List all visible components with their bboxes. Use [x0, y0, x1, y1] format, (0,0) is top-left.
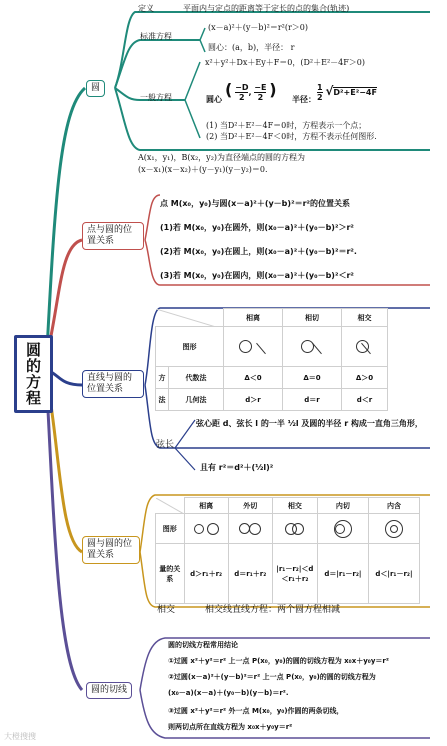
line-circle-table [155, 308, 388, 411]
alg-separate: Δ＜0 [224, 367, 283, 389]
chord-text-1: 弦心距 d、弦长 l 的一半 ½l 及圆的半径 r 构成一直角三角形， [196, 419, 423, 428]
cc-figure-intersect [272, 514, 317, 544]
cc-cond-5: d＜|r₁－r₂| [368, 544, 419, 604]
node-point-circle: 点与圆的位置关系 [82, 222, 144, 250]
std-label: 标准方程 [140, 32, 172, 41]
std-equation: (x－a)²＋(y－b)²＝r²(r＞0) [208, 23, 309, 32]
watermark: 大橙搜搜 [4, 732, 36, 741]
gen-center-label: 圆心 [206, 95, 222, 104]
circle-circle-table [155, 497, 420, 604]
gen-note-1: (1) 当D²＋E²－4F＝0时，方程表示一个点； [206, 121, 367, 130]
gen-label: 一般方程 [140, 93, 172, 102]
def-label: 定义 [138, 4, 154, 13]
node-line-circle: 直线与圆的位置关系 [82, 370, 144, 398]
chord-text-2: 且有 r²＝d²＋(½l)² [200, 463, 274, 472]
chord-label: 弦长 [156, 440, 175, 450]
lc-header-3: 相交 [342, 309, 388, 327]
root-node: 圆的方程 [14, 335, 53, 413]
tangent-title: 圆的切线方程常用结论 [168, 641, 238, 649]
lc-figure-label: 图形 [156, 327, 224, 367]
node-circle-circle: 圆与圆的位置关系 [82, 536, 140, 564]
cc-figure-contain [368, 514, 419, 544]
figure-tangent [283, 327, 342, 367]
geo-tangent: d＝r [283, 389, 342, 411]
gen-radius-formula: $\frac{1}{2}$ √D²+E²−4F [317, 83, 377, 102]
point-item-1: (1)若 M(x₀，y₀)在圆外，则(x₀－a)²＋(y₀－b)²＞r² [160, 223, 354, 232]
cc-cond-2: d＝r₁＋r₂ [228, 544, 272, 604]
lc-header-2: 相切 [283, 309, 342, 327]
tangent-item-2b: (x₀－a)(x－a)＋(y₀－b)(y－b)＝r². [168, 689, 289, 697]
cc-figure-internal [317, 514, 368, 544]
tangent-item-3b: 则两切点所在直线方程为 x₀x＋y₀y＝r² [168, 723, 293, 731]
cc-figure-separate [184, 514, 228, 544]
node-tangent: 圆的切线 [86, 682, 132, 699]
figure-separate [224, 327, 283, 367]
point-title: 点 M(x₀，y₀)与圆(x－a)²＋(y－b)²＝r²的位置关系 [160, 199, 351, 208]
figure-intersect [342, 327, 388, 367]
common-chord-label: 相交 [157, 605, 176, 615]
cc-header-3: 相交 [272, 498, 317, 514]
cc-header-1: 相离 [184, 498, 228, 514]
cc-header-2: 外切 [228, 498, 272, 514]
gen-note-2: (2) 当D²＋E²－4F＜0时，方程不表示任何图形. [206, 132, 377, 141]
diameter-line-1: A(x₁，y₁)，B(x₂，y₂)为直径端点的圆的方程为 [138, 153, 306, 162]
gen-equation: x²＋y²＋Dx＋Ey＋F＝0，(D²＋E²－4F＞0) [205, 58, 366, 67]
table-corner [156, 309, 224, 327]
geo-intersect: d＜r [342, 389, 388, 411]
geo-separate: d＞r [224, 389, 283, 411]
alg-tangent: Δ＝0 [283, 367, 342, 389]
cc-header-5: 内含 [368, 498, 419, 514]
std-center-radius: 圆心：(a，b)，半径： r [208, 43, 295, 52]
lc-header-1: 相离 [224, 309, 283, 327]
common-chord-text: 相交线直线方程：两个圆方程相减 [205, 605, 341, 615]
cc-cond-4: d＝|r₁－r₂| [317, 544, 368, 604]
node-circle: 圆 [86, 80, 105, 97]
side-char-1: 方 [156, 367, 169, 389]
cc-header-4: 内切 [317, 498, 368, 514]
cc-cond-label: 量的关系 [156, 544, 185, 604]
alg-label: 代数法 [169, 367, 224, 389]
alg-intersect: Δ＞0 [342, 367, 388, 389]
def-text: 平面内与定点的距离等于定长的点的集合(轨迹) [183, 4, 350, 13]
cc-cond-3: |r₁－r₂|＜d＜r₁＋r₂ [272, 544, 317, 604]
cc-cond-1: d＞r₁＋r₂ [184, 544, 228, 604]
side-char-2: 法 [156, 389, 169, 411]
tangent-item-3a: ③过圆 x²＋y²＝r² 外一点 M(x₀，y₀)作圆的两条切线， [168, 707, 344, 715]
cc-figure-external [228, 514, 272, 544]
gen-center-formula: ( $\frac{-D}{2}$ , $\frac{-E}{2}$ ) [225, 80, 277, 102]
diameter-line-2: (x－x₁)(x－x₂)＋(y－y₁)(y－y₂)＝0. [138, 165, 268, 174]
gen-radius-label: 半径： [292, 95, 316, 104]
point-item-2: (2)若 M(x₀，y₀)在圆上，则(x₀－a)²＋(y₀－b)²＝r². [160, 247, 357, 256]
tangent-item-2a: ②过圆(x－a)²＋(y－b)²＝r² 上一点 P(x₀，y₀)的圆的切线方程为 [168, 673, 376, 681]
geo-label: 几何法 [169, 389, 224, 411]
tangent-item-1: ①过圆 x²＋y²＝r² 上一点 P(x₀，y₀)的圆的切线方程为 x₀x＋y₀y＝r² [168, 657, 389, 665]
point-item-3: (3)若 M(x₀，y₀)在圆内，则(x₀－a)²＋(y₀－b)²＜r² [160, 271, 354, 280]
cc-table-corner [156, 498, 185, 514]
cc-figure-label: 图形 [156, 514, 185, 544]
